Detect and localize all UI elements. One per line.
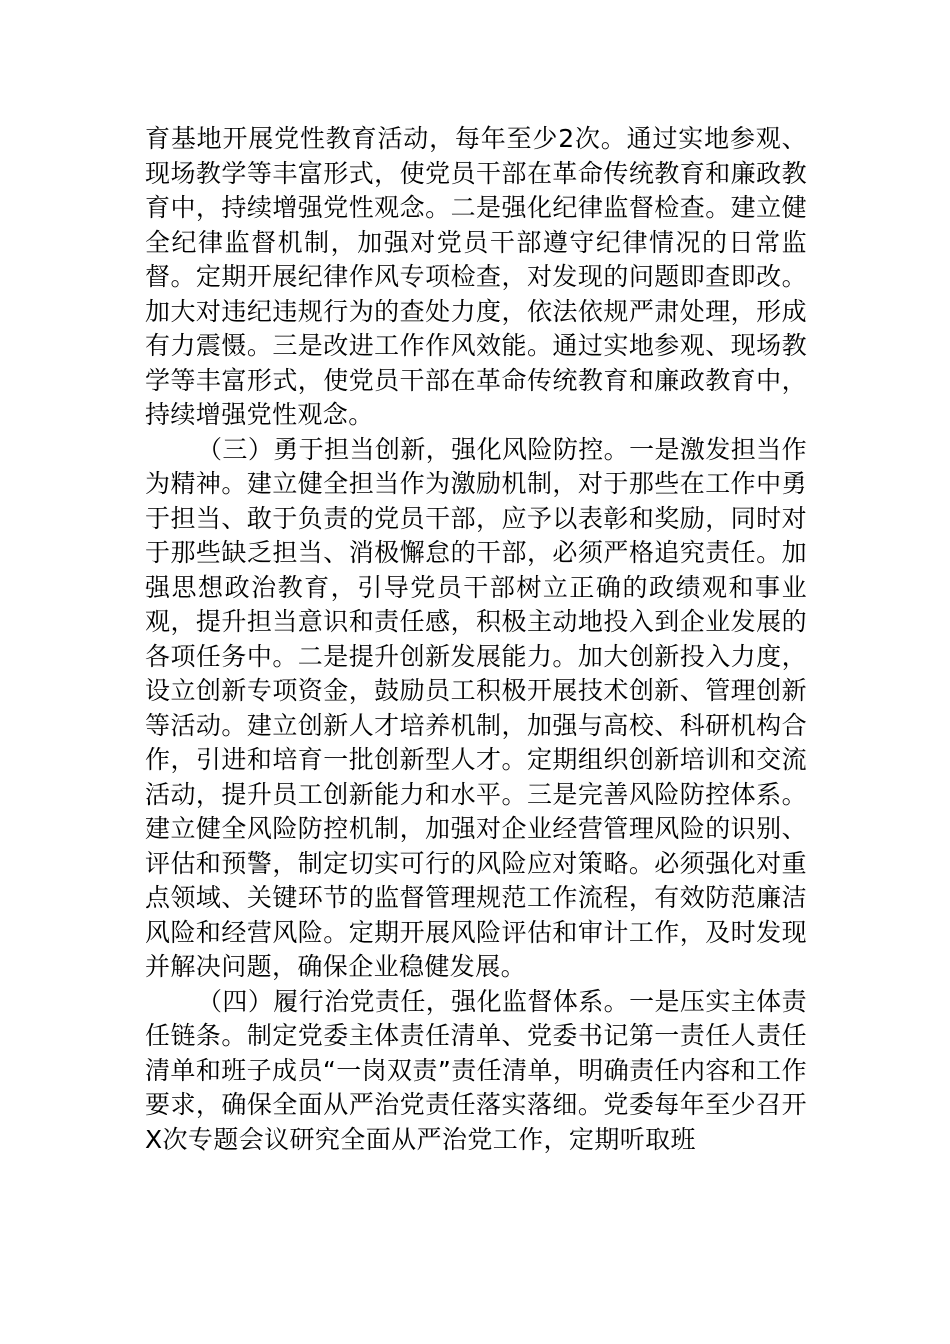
paragraph-section-3: （三）勇于担当创新，强化风险防控。一是激发担当作为精神。建立健全担当作为激励机制，对于那些在工作中勇于担当、敢于负责的党员干部，应予以表彰和奖励，同时对于那些缺乏担当、消极懈怠的干部，必须严格追究责任。加强思想政治教育，引导党员干部树立正确的政绩观和事业观，提升担当意识和责任感，积极主动地投入到企业发展的各项任务中。二是提升创新发展能力。加大创新投入力度，设立创新专项资金，鼓励员工积极开展技术创新、管理创新等活动。建立创新人才培养机制，加强与高校、科研机构合作，引进和培育一批创新型人才。定期组织创新培训和交流活动，提升员工创新能力和水平。三是完善风险防控体系。建立健全风险防控机制，加强对企业经营管理风险的识别、评估和预警，制定切实可行的风险应对策略。必须强化对重点领域、关键环节的监督管理规范工作流程，有效防范廉洁风险和经营风险。定期开展风险评估和审计工作，及时发现并解决问题，确保企业稳健发展。 (145, 434, 807, 981)
document-body (145, 122, 807, 1157)
paragraph-section-4: （四）履行治党责任，强化监督体系。一是压实主体责任链条。制定党委主体责任清单、党委书记第一责任人责任清单和班子成员“一岗双责”责任清单，明确责任内容和工作要求，确保全面从严治党责任落实落细。党委每年至少召开X次专题会议研究全面从严治党工作，定期听取班 (145, 986, 807, 1154)
paragraph-continuation: 育基地开展党性教育活动，每年至少2次。通过实地参观、现场教学等丰富形式，使党员干部在革命传统教育和廉政教育中，持续增强党性观念。二是强化纪律监督检查。建立健全纪律监督机制，加强对党员干部遵守纪律情况的日常监督。定期开展纪律作风专项检查，对发现的问题即查即改。加大对违纪违规行为的查处力度，依法依规严肃处理，形成有力震慑。三是改进工作作风效能。通过实地参观、现场教学等丰富形式，使党员干部在革命传统教育和廉政教育中，持续增强党性观念。 (145, 124, 807, 429)
